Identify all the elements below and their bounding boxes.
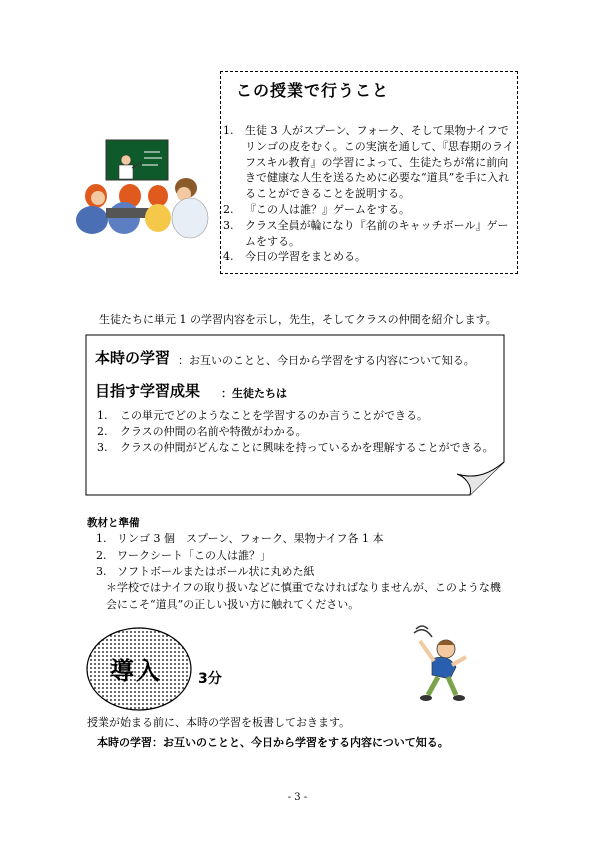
learning-outcome-subtext: ：生徒たちは [221,387,287,400]
materials-list [96,531,516,581]
intro-minutes: 3分 [198,671,222,687]
learning-outcome-heading: 目指す学習成果 [95,382,201,400]
page-number: - 3 - [287,792,308,803]
outcome-item: 1. この単元でどのようなことを学習するのか言うことができる。 [97,409,428,422]
plan-item: 2. 『この人は誰？』ゲームをする。 [223,202,410,216]
lesson-goal-text: ：お互いのことと、今日から学習をする内容について知る。 [178,354,475,367]
outcome-item: 2. クラスの仲間の名前や特徴がわかる。 [97,425,307,438]
plan-item: 1. 生徒 3 人がスプーン、フォーク、そして果物ナイフでリンゴの皮をむく。この実演を通して、『思春期のライフスキル教育』の学習によって、生徒たちが常に前向きで健康な人生を送るために必要な“道具”を手に入れることができることを説明する。 [223,124,514,201]
plan-item: 3. クラス全員が輪になり『名前のキャッチボール』ゲームをする。 [223,218,509,248]
outcome-list [97,408,497,456]
plan-list [223,123,515,265]
unit-intro-text: 生徒たちに単元 1 の学習内容を示し，先生，そしてクラスの仲間を紹介します。 [99,313,497,326]
material-item: 2. ワークシート「この人は誰？」 [96,548,271,562]
materials-heading: 教材と準備 [87,517,140,529]
plan-item: 4. 今日の学習をまとめる。 [223,250,366,264]
materials-note: ＊学校ではナイフの取り扱いなどに慎重でなければなりませんが、このような機会にこそ“道具”の正しい扱い方に触れてください。 [106,581,501,611]
lesson-goal-heading: 本時の学習 [95,349,171,367]
outcome-item: 3. クラスの仲間がどんなことに興味を持っているかを理解することができる。 [97,441,494,454]
stretching-student-illustration [402,623,472,703]
intro-label: 導入 [110,657,162,685]
plan-title: この授業で行うこと [236,81,390,100]
classroom-illustration [76,138,216,242]
material-item: 1. リンゴ 3 個 スプーン、フォーク、果物ナイフ各 1 本 [96,532,384,545]
today-lesson-text: 本時の学習：お互いのことと、今日から学習をする内容について知る。 [97,736,449,749]
before-class-text: 授業が始まる前に、本時の学習を板書しておきます。 [87,716,351,729]
material-item: 3. ソフトボールまたはボール状に丸めた紙 [96,565,315,578]
